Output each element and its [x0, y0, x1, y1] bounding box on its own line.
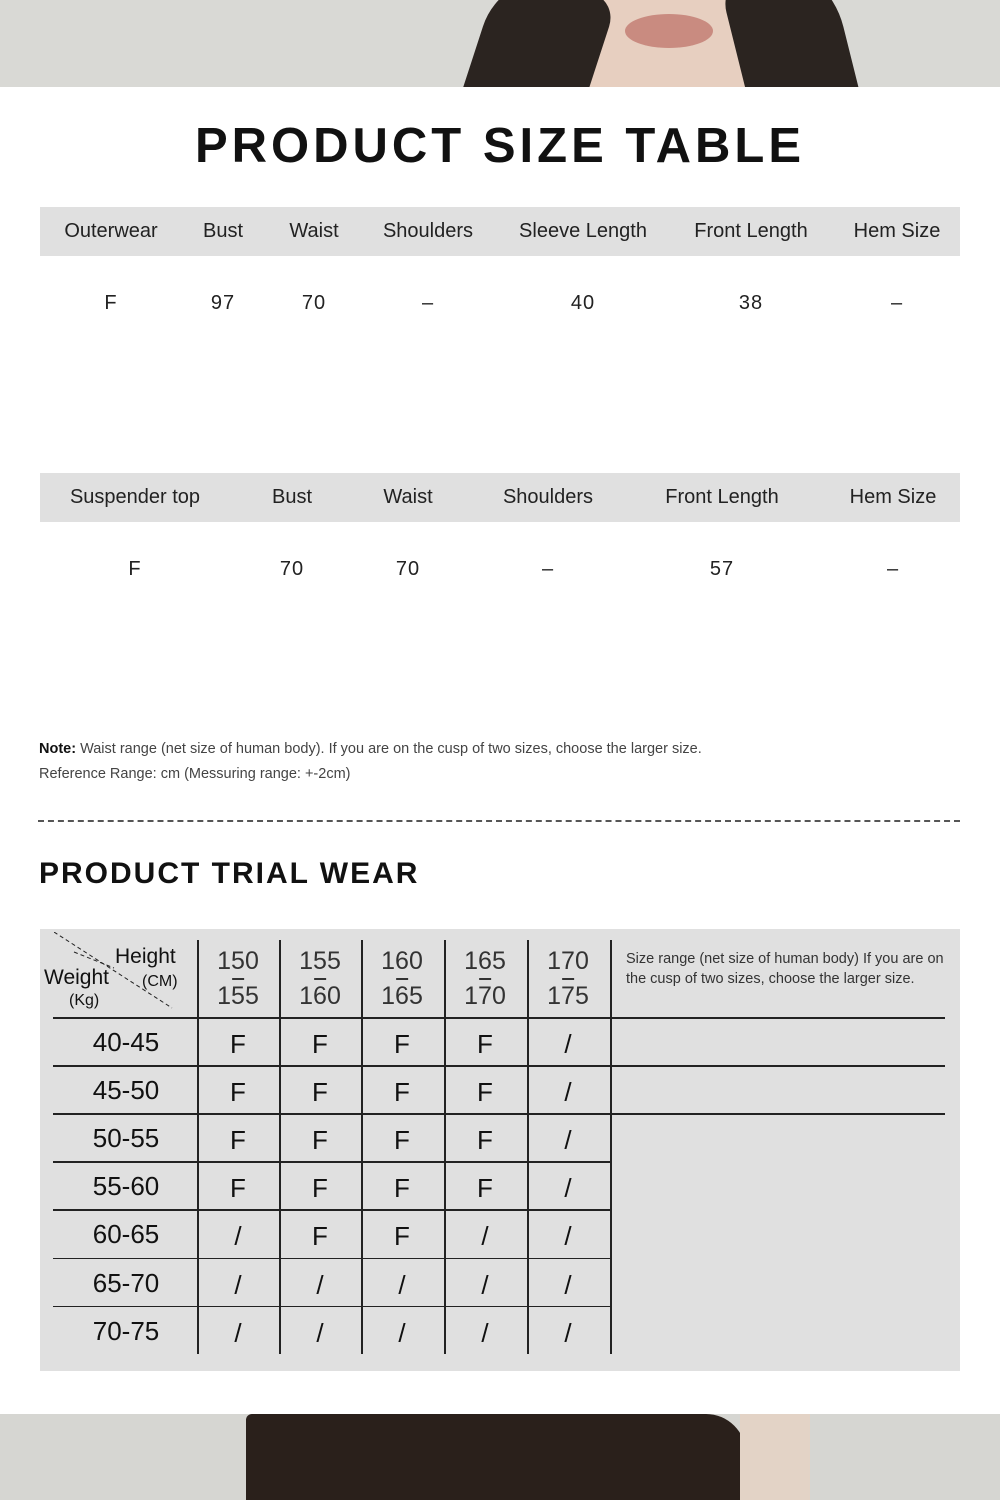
grid-line	[444, 940, 446, 1354]
weight-range-label: 65-70	[92, 1267, 160, 1298]
height-from: 150	[217, 947, 259, 975]
weight-range-label: 45-50	[92, 1075, 160, 1106]
suspender-size-table	[40, 473, 960, 582]
height-range-header	[547, 943, 589, 1015]
fit-cell: F	[312, 1029, 328, 1059]
height-from: 165	[464, 947, 506, 975]
height-from: 170	[547, 947, 589, 975]
trial-side-note: Size range (net size of human body) If you are on the cusp of two sizes, choose the larger size.	[626, 951, 944, 987]
fit-cell: /	[481, 1221, 489, 1252]
fit-cell: F	[394, 1029, 410, 1059]
fit-cell: F	[477, 1029, 493, 1059]
grid-line	[53, 1306, 610, 1308]
fit-cell: /	[564, 1269, 572, 1300]
column-header: Waist	[383, 486, 433, 508]
size-note	[39, 737, 702, 787]
height-range-header	[464, 943, 506, 1015]
table-cell: –	[541, 558, 555, 580]
fit-cell: F	[394, 1173, 410, 1204]
height-to: 165	[381, 981, 423, 1010]
table-row	[40, 522, 960, 582]
column-header: Waist	[289, 220, 339, 242]
fit-cell: F	[312, 1125, 328, 1156]
grid-line	[197, 940, 199, 1354]
table-cell: –	[886, 558, 900, 580]
reference-range: Reference Range: cm (Messuring range: +-2cm)	[39, 766, 351, 782]
fit-cell: F	[477, 1077, 493, 1108]
table-cell: 97	[210, 292, 236, 314]
note-text: Waist range (net size of human body). If you are on the cusp of two sizes, choose the larger size.	[76, 741, 702, 757]
model-arm	[740, 1414, 810, 1500]
fit-cell: /	[234, 1269, 242, 1300]
height-from: 160	[381, 947, 423, 975]
weight-unit: (Kg)	[69, 992, 100, 1009]
grid-line	[53, 1258, 610, 1260]
column-header: Front Length	[694, 220, 808, 242]
note-label: Note:	[39, 741, 77, 757]
table-cell: F	[104, 292, 118, 314]
fit-cell: F	[312, 1173, 328, 1204]
table-cell: –	[421, 292, 435, 314]
fit-cell: /	[564, 1125, 572, 1156]
fit-cell: /	[481, 1317, 489, 1348]
fit-cell: /	[316, 1317, 324, 1348]
model-dress	[246, 1414, 746, 1500]
fit-cell: F	[230, 1077, 246, 1108]
height-to: 160	[299, 981, 341, 1010]
fit-cell: F	[312, 1077, 328, 1108]
fit-cell: /	[234, 1317, 242, 1348]
fit-cell: F	[230, 1029, 246, 1059]
fit-cell: /	[234, 1221, 242, 1252]
page-title: PRODUCT SIZE TABLE	[194, 119, 806, 173]
outerwear-header-row	[40, 207, 960, 256]
height-to: 170	[464, 981, 506, 1010]
table-cell: 57	[709, 558, 735, 580]
weight-label: Weight	[44, 966, 109, 989]
grid-line	[527, 940, 529, 1354]
fit-cell: F	[394, 1221, 410, 1252]
table-cell: 40	[570, 292, 596, 314]
table-cell: 38	[738, 292, 764, 314]
fit-cell: /	[564, 1077, 572, 1108]
model-hair-right	[720, 0, 861, 87]
trial-wear-table	[40, 929, 960, 1371]
table-cell: F	[128, 558, 142, 580]
height-range-header	[299, 943, 341, 1015]
suspender-header-row	[40, 473, 960, 522]
fit-cell: /	[564, 1221, 572, 1252]
fit-cell: /	[398, 1317, 406, 1348]
table-cell: –	[890, 292, 904, 314]
height-to: 175	[547, 981, 589, 1010]
height-unit: (CM)	[142, 973, 178, 990]
height-to: 155	[217, 981, 259, 1010]
column-header: Bust	[202, 220, 244, 242]
column-header: Sleeve Length	[519, 220, 647, 242]
fit-cell: /	[398, 1269, 406, 1300]
weight-range-label: 60-65	[92, 1219, 160, 1250]
grid-line	[53, 1065, 945, 1067]
column-header: Shoulders	[502, 486, 594, 508]
grid-line	[610, 940, 612, 1354]
weight-range-label: 40-45	[92, 1027, 160, 1057]
weight-range-label: 70-75	[92, 1315, 160, 1346]
column-header: Suspender top	[69, 486, 201, 508]
table-cell: 70	[301, 292, 327, 314]
column-header: Outerwear	[64, 220, 158, 242]
column-header: Bust	[271, 486, 313, 508]
grid-line	[53, 1017, 945, 1019]
fit-cell: /	[564, 1173, 572, 1204]
grid-line	[53, 1161, 610, 1163]
fit-cell: /	[564, 1317, 572, 1348]
column-header: Hem Size	[853, 220, 941, 242]
fit-cell: F	[230, 1125, 246, 1156]
trial-wear-title: PRODUCT TRIAL WEAR	[39, 857, 420, 890]
dashed-divider	[38, 820, 960, 822]
column-header: Hem Size	[849, 486, 937, 508]
weight-range-label: 50-55	[92, 1123, 160, 1154]
grid-line	[53, 1209, 610, 1211]
outerwear-size-table	[40, 207, 960, 316]
fit-cell: /	[564, 1029, 572, 1059]
grid-line	[279, 940, 281, 1354]
column-header: Front Length	[665, 486, 779, 508]
model-photo-top	[0, 0, 1000, 87]
fit-cell: /	[481, 1269, 489, 1300]
table-row	[40, 256, 960, 316]
height-from: 155	[299, 947, 341, 975]
column-header: Shoulders	[382, 220, 474, 242]
table-cell: 70	[395, 558, 421, 580]
table-cell: 70	[279, 558, 305, 580]
grid-line	[361, 940, 363, 1354]
model-lips	[625, 14, 713, 48]
grid-line	[53, 1113, 945, 1115]
fit-cell: F	[394, 1125, 410, 1156]
height-label: Height	[115, 945, 176, 968]
model-photo-bottom	[0, 1414, 1000, 1500]
fit-cell: F	[312, 1221, 328, 1252]
fit-cell: F	[477, 1173, 493, 1204]
weight-range-label: 55-60	[92, 1171, 160, 1202]
height-range-header	[217, 943, 259, 1015]
fit-cell: F	[394, 1077, 410, 1108]
fit-cell: /	[316, 1269, 324, 1300]
fit-cell: F	[230, 1173, 246, 1204]
height-range-header	[381, 943, 423, 1015]
fit-cell: F	[477, 1125, 493, 1156]
